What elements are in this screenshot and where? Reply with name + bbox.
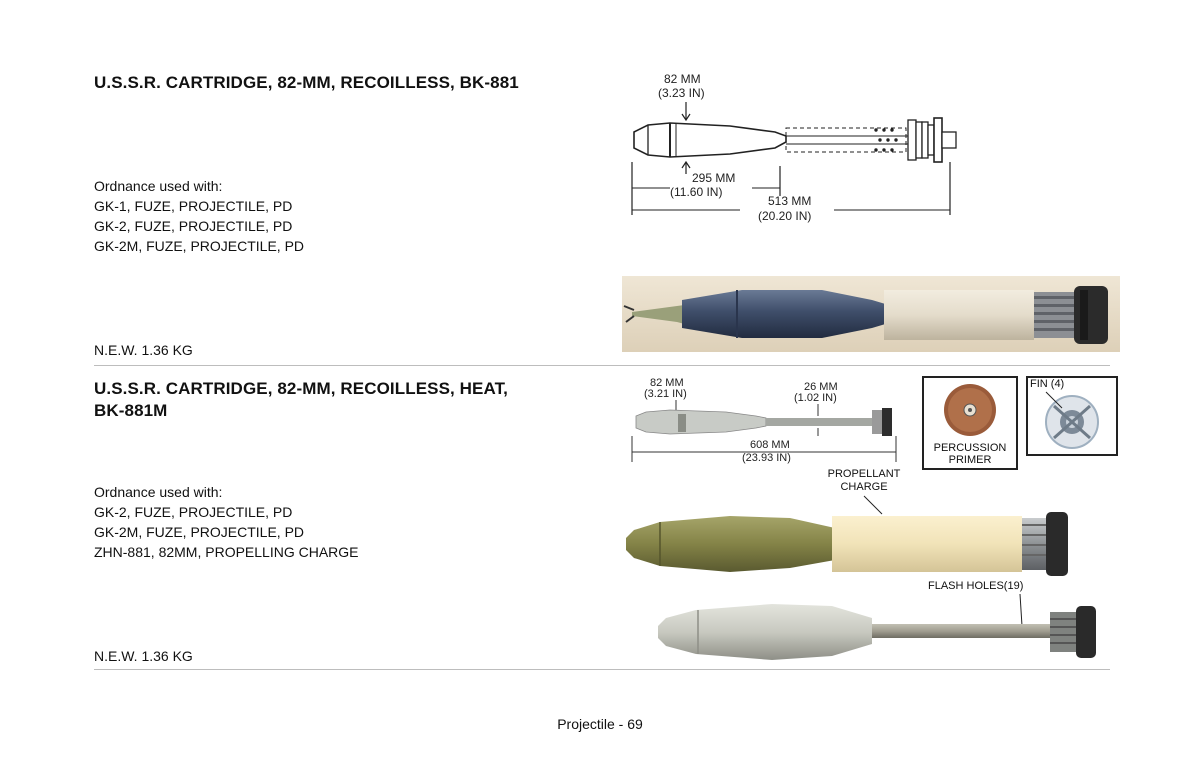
section1-title: U.S.S.R. CARTRIDGE, 82-MM, RECOILLESS, BK-881 xyxy=(94,73,519,92)
dim-long-inch-label: (20.20 IN) xyxy=(758,209,812,223)
section2-new: N.E.W. 1.36 KG xyxy=(94,648,193,664)
ordnance-item: GK-2, FUZE, PROJECTILE, PD xyxy=(94,218,293,234)
flash-holes-label: FLASH HOLES(19) xyxy=(928,580,1024,592)
section2-photo-grey xyxy=(652,596,1112,666)
dim-mid-inch-label: (11.60 IN) xyxy=(670,185,723,199)
dim-long-label: 513 MM xyxy=(768,194,812,208)
dim-diameter-inch-label: (3.23 IN) xyxy=(658,86,705,100)
ordnance-item: GK-1, FUZE, PROJECTILE, PD xyxy=(94,198,293,214)
section-divider xyxy=(94,669,1110,670)
ordnance-item: GK-2, FUZE, PROJECTILE, PD xyxy=(94,504,293,520)
ordnance-heading: Ordnance used with: xyxy=(94,178,223,194)
section1-photo xyxy=(622,276,1120,352)
dim-mid-label: 295 MM xyxy=(692,171,736,185)
section2-photo-olive xyxy=(620,504,1080,580)
section2-title-line1: U.S.S.R. CARTRIDGE, 82-MM, RECOILLESS, HEAT, xyxy=(94,379,509,398)
ordnance-item: GK-2M, FUZE, PROJECTILE, PD xyxy=(94,524,305,540)
dim-tube-label: 26 MM xyxy=(804,381,838,393)
section1-line-diagram xyxy=(620,70,960,230)
percussion-label: PERCUSSION xyxy=(933,442,1007,454)
section1-new: N.E.W. 1.36 KG xyxy=(94,342,193,358)
primer-image xyxy=(924,380,1016,440)
fin-image xyxy=(1028,378,1116,454)
dim-diameter-label: 82 MM xyxy=(664,72,701,86)
section-divider xyxy=(94,365,1110,366)
section2-title xyxy=(94,378,508,422)
primer-label: PRIMER xyxy=(948,454,992,466)
ordnance-heading: Ordnance used with: xyxy=(94,484,223,500)
propellant-label-line1: PROPELLANT xyxy=(827,468,901,480)
percussion-primer-inset xyxy=(922,376,1018,470)
fin-label: FIN (4) xyxy=(1030,378,1065,390)
section2-ordnance-list xyxy=(94,482,359,562)
ordnance-item: ZHN-881, 82MM, PROPELLING CHARGE xyxy=(94,544,359,560)
dim-tube-inch-label: (1.02 IN) xyxy=(794,392,837,404)
dim-diameter-inch-label: (3.21 IN) xyxy=(644,388,687,400)
dim-length-inch-label: (23.93 IN) xyxy=(742,452,791,464)
section1-ordnance-list xyxy=(94,176,304,256)
fin-inset xyxy=(1026,376,1118,456)
page-footer: Projectile - 69 xyxy=(557,716,643,732)
section2-title-line2: BK-881M xyxy=(94,401,168,420)
propellant-label-line2: CHARGE xyxy=(840,481,888,493)
ordnance-item: GK-2M, FUZE, PROJECTILE, PD xyxy=(94,238,305,254)
section2-line-diagram xyxy=(626,376,910,464)
dim-diameter-label: 82 MM xyxy=(650,377,684,389)
dim-length-label: 608 MM xyxy=(750,439,790,451)
propellant-label xyxy=(818,468,910,494)
